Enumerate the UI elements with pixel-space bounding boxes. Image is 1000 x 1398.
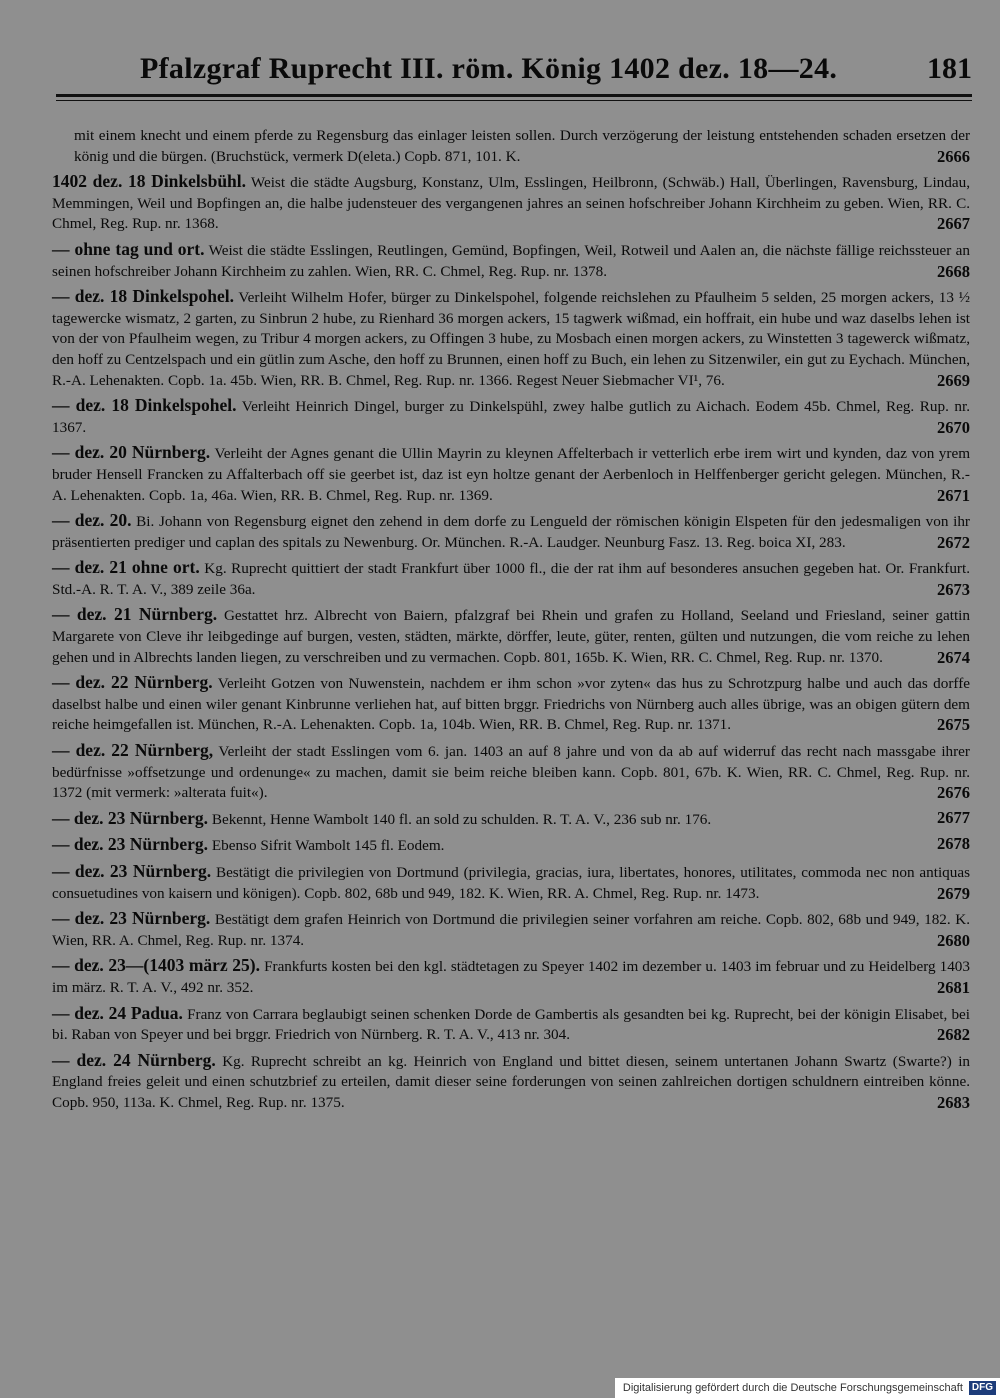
entry-text: Bi. Johann von Regensburg eignet den zehend in dem dorfe zu Lengueld der römischen königin Elspeten für den jedesmaligen von ihr präsentierten prediger und caplan des spitals zu Newenburg. Or. München. R.-A. Laudger. Neunburg Fasz. 13. Reg. boica XI, 283. [52, 513, 970, 551]
entry-text: Frankfurts kosten bei den kgl. städtetagen zu Speyer 1402 im dezember u. 1403 im februar und zu Heidelberg 1403 im märz. R. T. A. V., 492 nr. 352. [52, 958, 970, 996]
entry-heading: — dez. 24 Nürnberg. [52, 1049, 216, 1070]
register-entry [52, 510, 970, 553]
page-title: Pfalzgraf Ruprecht III. röm. König 1402 dez. 18—24. [140, 52, 838, 85]
entry-heading: — ohne tag und ort. [52, 238, 205, 259]
entry-number: 2667 [937, 214, 970, 234]
entry-number: 2671 [937, 485, 970, 505]
entry-number: 2666 [937, 146, 970, 166]
entry-number: 2681 [937, 977, 970, 997]
entry-number: 2675 [937, 715, 970, 735]
register-entry [52, 834, 970, 857]
entry-heading: — dez. 18 Dinkelspohel. [52, 286, 234, 307]
credit-text: Digitalisierung gefördert durch die Deutsche Forschungsgemeinschaft [622, 1382, 963, 1394]
dfg-logo: DFG [969, 1381, 996, 1395]
entry-text: Franz von Carrara beglaubigt seinen schenken Dorde de Gambertis als gesandten bei kg. Ruprecht, bei der königin Elisabet, bei bi. Raban von Speyer und bei brggr. Friedrich von Nürnberg. R. T. A. V., 413 nr. 304. [52, 1005, 971, 1044]
entry-number: 2680 [937, 930, 970, 950]
register-entry [52, 908, 970, 951]
entry-heading: 1402 dez. 18 Dinkelsbühl. [52, 171, 247, 192]
entry-heading: — dez. 20 Nürnberg. [52, 442, 211, 463]
register-entry [52, 124, 970, 167]
register-entry [52, 1050, 970, 1114]
entry-text: Kg. Ruprecht schreibt an kg. Heinrich von England und bittet diesen, seinem untertanen Johann Swartz (Swarte?) in England freies geleit und einen schutzbrief zu erteilen, damit dieser seine forderungen von seinen zahlreichen dortigen schuldnern eintreiben könne. Copb. 950, 113a. K. Chmel, Reg. Rup. nr. 1375. [52, 1052, 971, 1111]
header-rule [56, 94, 972, 97]
register-entry [52, 672, 970, 736]
entry-text: Verleiht Gotzen von Nuwenstein, nachdem er ihm schon »vor zyten« das hus zu Schrotzpurg halbe und auch das dorffe daselbst halbe und einen wiler genant Kinbrunne verliehen hat, auf bitten brggr. Friedrichs von Nürnberg auch alles übrige, was an obigen gütern dem reiche heimgefallen ist. München, R.-A. Lehenakten. Copb. 1a, 104b. Wien, RR. B. Chmel, Reg. Rup. nr. 1371. [52, 675, 971, 734]
register-entry [52, 808, 970, 831]
register-entry [52, 557, 970, 600]
entry-text: Gestattet hrz. Albrecht von Baiern, pfalzgraf bei Rhein und grafen zu Holland, Seeland und Friesland, seiner gattin Margarete von Cleve ihr leibgedinge auf burgen, vesten, städten, märkte, dörffer, leute, güter, renten, gülten und nutzungen, die vom reiche zu lehen gehen und in Albrechts landen liegen, zu verschreiben und zu vermachen. Copb. 801, 165b. K. Wien, RR. C. Chmel, Reg. Rup. nr. 1370. [52, 607, 970, 666]
entry-text: Ebenso Sifrit Wambolt 145 fl. Eodem. [211, 837, 445, 855]
entry-heading: — dez. 22 Nürnberg. [52, 672, 213, 693]
entry-text: mit einem knecht und einem pferde zu Regensburg das einlager leisten sollen. Durch verzögerung der leistung entstehenden schaden ersetzen der könig und die bürgen. (Bruchstück, vermerk D(eleta.) Copb. 871, 101. K. [74, 127, 970, 165]
entry-heading: — dez. 23—(1403 märz 25). [52, 955, 261, 976]
register-entry [52, 740, 970, 804]
entry-heading: — dez. 18 Dinkelspohel. [52, 395, 237, 416]
header-rule-thin [56, 100, 972, 101]
entry-text: Verleiht Heinrich Dingel, burger zu Dinkelspühl, zwey halbe gutlich zu Aichach. Eodem 45b. Chmel, Reg. Rup. nr. 1367. [52, 398, 970, 436]
entry-heading: — dez. 24 Padua. [52, 1002, 183, 1023]
digitization-credit [615, 1378, 1000, 1398]
entry-heading: — dez. 23 Nürnberg. [52, 908, 211, 929]
entry-number: 2674 [937, 647, 970, 667]
entry-number: 2670 [937, 417, 970, 437]
entry-text: Verleiht der Agnes genant die Ullin Mayrin zu kleynen Affelterbach ir vetterlich erbe irem wirt und kynden, daz von yrem bruder Hensell Francken zu Affalterbach off sie geerbet ist, daz ist eyn holtze genant der Aerbenloch in Helffenberger gericht gelegen. München, R.-A. Lehenakten. Copb. 1a, 46a. Wien, RR. B. Chmel, Reg. Rup. nr. 1369. [52, 445, 971, 504]
entry-text: Bestätigt dem grafen Heinrich von Dortmund die privilegien seiner vorfahren am reiche. Copb. 802, 68b und 949, 182. K. Wien, RR. A. Chmel, Reg. Rup. nr. 1374. [52, 911, 971, 949]
register-entries [52, 124, 970, 1118]
entry-heading: — dez. 21 Nürnberg. [52, 604, 218, 625]
entry-number: 2677 [937, 807, 970, 827]
entry-number: 2669 [937, 370, 970, 390]
entry-text: Bestätigt die privilegien von Dortmund (privilegia, gracias, iura, libertates, honores, utilitates, commoda nec non antiquas consuetudines von kaisern und königen). Copb. 802, 68b und 949, 182. K. Wien, RR. A. Chmel, Reg. Rup. nr. 1473. [52, 864, 971, 902]
entry-heading: — dez. 22 Nürnberg, [52, 740, 214, 761]
entry-number: 2679 [937, 883, 970, 903]
entry-number: 2682 [937, 1025, 970, 1045]
entry-text: Weist die städte Augsburg, Konstanz, Ulm, Esslingen, Heilbronn, (Schwäb.) Hall, Überlingen, Ravensburg, Lindau, Memmingen, Weil und Bopfingen an, die halbe judensteuer des vergangenen jahres an seinen hofschreiber Johann Kirchheim zu geben. Wien, RR. C. Chmel, Reg. Rup. nr. 1368. [52, 174, 970, 233]
entry-number: 2678 [937, 834, 970, 854]
register-entry [52, 861, 970, 904]
running-header [60, 46, 972, 86]
entry-heading: — dez. 23 Nürnberg. [52, 834, 209, 855]
entry-heading: — dez. 21 ohne ort. [52, 557, 200, 578]
entry-number: 2673 [937, 579, 970, 599]
register-entry [52, 604, 970, 668]
entry-number: 2672 [937, 532, 970, 552]
page-number: 181 [927, 52, 972, 85]
entry-heading: — dez. 23 Nürnberg. [52, 861, 212, 881]
register-entry [52, 955, 970, 998]
entry-text: Weist die städte Esslingen, Reutlingen, Gemünd, Bopfingen, Weil, Rotweil und Aalen an, die nächste fällige reichssteuer an seinen hofschreiber Johann Kirchheim zu zahlen. Wien, RR. C. Chmel, Reg. Rup. nr. 1378. [52, 241, 970, 280]
register-entry [52, 239, 970, 282]
entry-text: Kg. Ruprecht quittiert der stadt Frankfurt über 1000 fl., die der rat ihm auf besonderes ansuchen gegeben hat. Or. Frankfurt. Std.-A. R. T. A. V., 389 zeile 36a. [52, 560, 971, 598]
entry-number: 2676 [937, 783, 970, 803]
entry-number: 2668 [937, 261, 970, 281]
register-entry [52, 1003, 970, 1046]
entry-heading: — dez. 20. [52, 510, 132, 531]
register-entry [52, 286, 970, 391]
entry-heading: — dez. 23 Nürnberg. [52, 807, 209, 828]
register-entry [52, 171, 970, 235]
register-entry [52, 395, 970, 438]
entry-text: Bekennt, Henne Wambolt 140 fl. an sold zu schulden. R. T. A. V., 236 sub nr. 176. [211, 810, 712, 828]
register-entry [52, 442, 970, 506]
entry-text: Verleiht Wilhelm Hofer, bürger zu Dinkelspohel, folgende reichslehen zu Pfaulheim 5 selden, 25 morgen ackers, 13 ½ tagewercke wismatz, 2 garten, zu Sinbrun 2 hube, zu Rienhard 36 morgen ackers, 15 tagwerk wißmad, ein hoffrait, ein hube und waz daselbs lehen ist von der von Pfaulheim wegen, zu Tribur 4 morgen ackers, zu Offingen 3 hube, zu Mosbach einen morgen ackers, zu Winstetten 3 tagewerck wißmatz, den hoff zu Centzelspach und ein gütlin zum Asche, den hoff zu Brunnen, einen hoff zu Buch, ein lehen zu Sitzenwiler, ein gut zu Eychach. München, R.-A. Lehenakten. Copb. 1a. 45b. Wien, RR. B. Chmel, Reg. Rup. nr. 1366. Regest Neuer Siebmacher VI¹, 76. [52, 289, 970, 389]
entry-text: Verleiht der stadt Esslingen vom 6. jan. 1403 an auf 8 jahre und von da ab auf widerruf das recht nach massgabe ihrer bedürfnisse »offsetzunge und ordenunge« zu machen, damit sie beim reiche bleiben kann. Copb. 801, 67b. K. Wien, RR. C. Chmel, Reg. Rup. nr. 1372 (mit vermerk: »alterata fuit«). [52, 743, 970, 802]
entry-number: 2683 [937, 1092, 970, 1112]
